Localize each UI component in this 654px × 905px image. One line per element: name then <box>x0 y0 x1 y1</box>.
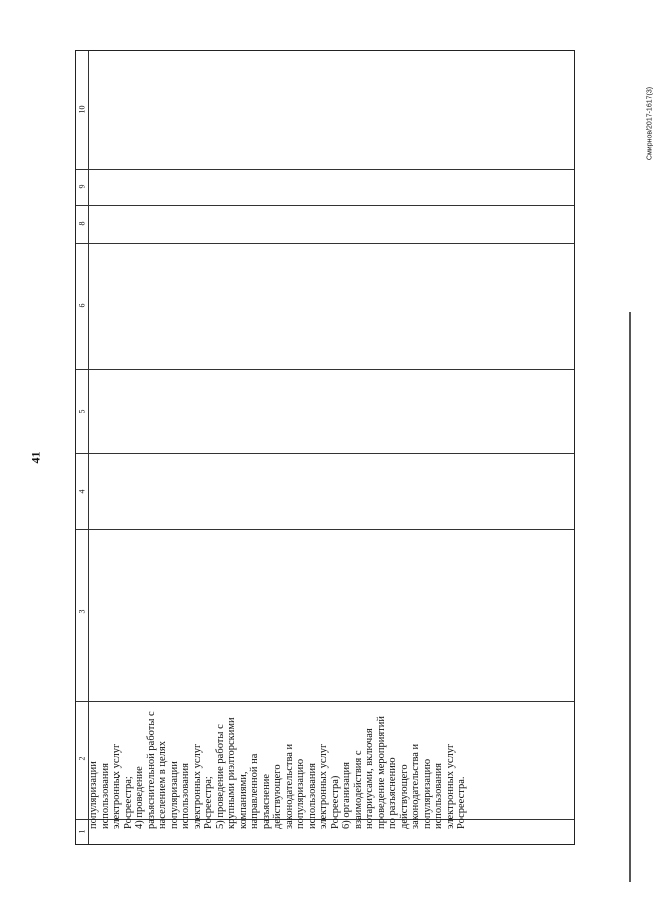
column3-line: использования <box>99 763 111 829</box>
column3-line: 4) проведение <box>134 766 145 829</box>
column3-line: использования <box>180 763 191 829</box>
scan-edge-line <box>629 312 631 882</box>
column3-line: Росреестра; <box>122 776 134 829</box>
column3-cell <box>88 519 468 829</box>
column-divider <box>76 453 574 454</box>
column3-line: по разъяснению <box>387 757 398 829</box>
column3-line: электронных услуг <box>318 743 329 829</box>
column-number-9: 9 <box>77 184 87 189</box>
column-number-4: 4 <box>77 489 87 494</box>
column-divider <box>76 243 574 244</box>
column-number-2: 2 <box>77 756 87 761</box>
column3-line: законодательства и <box>410 743 421 829</box>
document-reference: Смирнов/2017-1617(3) <box>646 86 654 161</box>
column3-line: действующего <box>272 764 283 829</box>
column3-line: действующего <box>398 764 410 829</box>
column3-line: Росреестра) <box>329 775 341 829</box>
column3-line: направленной на <box>249 753 260 829</box>
column3-line: взаимодействия с <box>352 750 364 829</box>
column-number-6: 6 <box>77 303 87 308</box>
column-number-1: 1 <box>77 829 87 834</box>
column3-line: использования <box>306 763 318 829</box>
column-number-3: 3 <box>77 609 87 614</box>
column3-line: 5) проведение работы с <box>214 724 226 829</box>
column3-line: электронных услуг <box>444 743 456 829</box>
column3-line: законодательства и <box>283 743 295 829</box>
column3-line: популяризации <box>168 761 180 829</box>
column3-line: проведение мероприятий <box>375 715 387 829</box>
column3-line: популяризацию <box>295 758 306 829</box>
column3-line: нотариусами, включая <box>364 728 375 829</box>
column3-line: разъяснение <box>260 774 272 829</box>
column3-line: Росреестра; <box>203 776 214 829</box>
column3-line: разъяснительной работы с <box>145 711 157 829</box>
column-divider <box>76 369 574 370</box>
column-number-8: 8 <box>77 221 87 226</box>
column3-line: компаниями, <box>237 771 249 829</box>
column3-text <box>88 519 468 829</box>
column3-line: электронных услуг <box>191 743 203 829</box>
column-divider <box>76 169 574 170</box>
column3-line: крупными риэлторскими <box>226 717 237 829</box>
column3-line: электронных услуг <box>111 743 122 829</box>
column3-line: Росреестра. <box>456 776 467 829</box>
column3-line: населением в целях <box>157 741 168 829</box>
page-number: 41 <box>28 451 43 464</box>
column-divider <box>76 205 574 206</box>
column3-line: 6) организация <box>341 762 352 829</box>
column-number-10: 10 <box>77 105 87 114</box>
column-number-5: 5 <box>77 409 87 414</box>
column3-line: использования <box>433 763 444 829</box>
column3-line: популяризацию <box>421 758 433 829</box>
column3-line: популяризации <box>88 761 99 829</box>
